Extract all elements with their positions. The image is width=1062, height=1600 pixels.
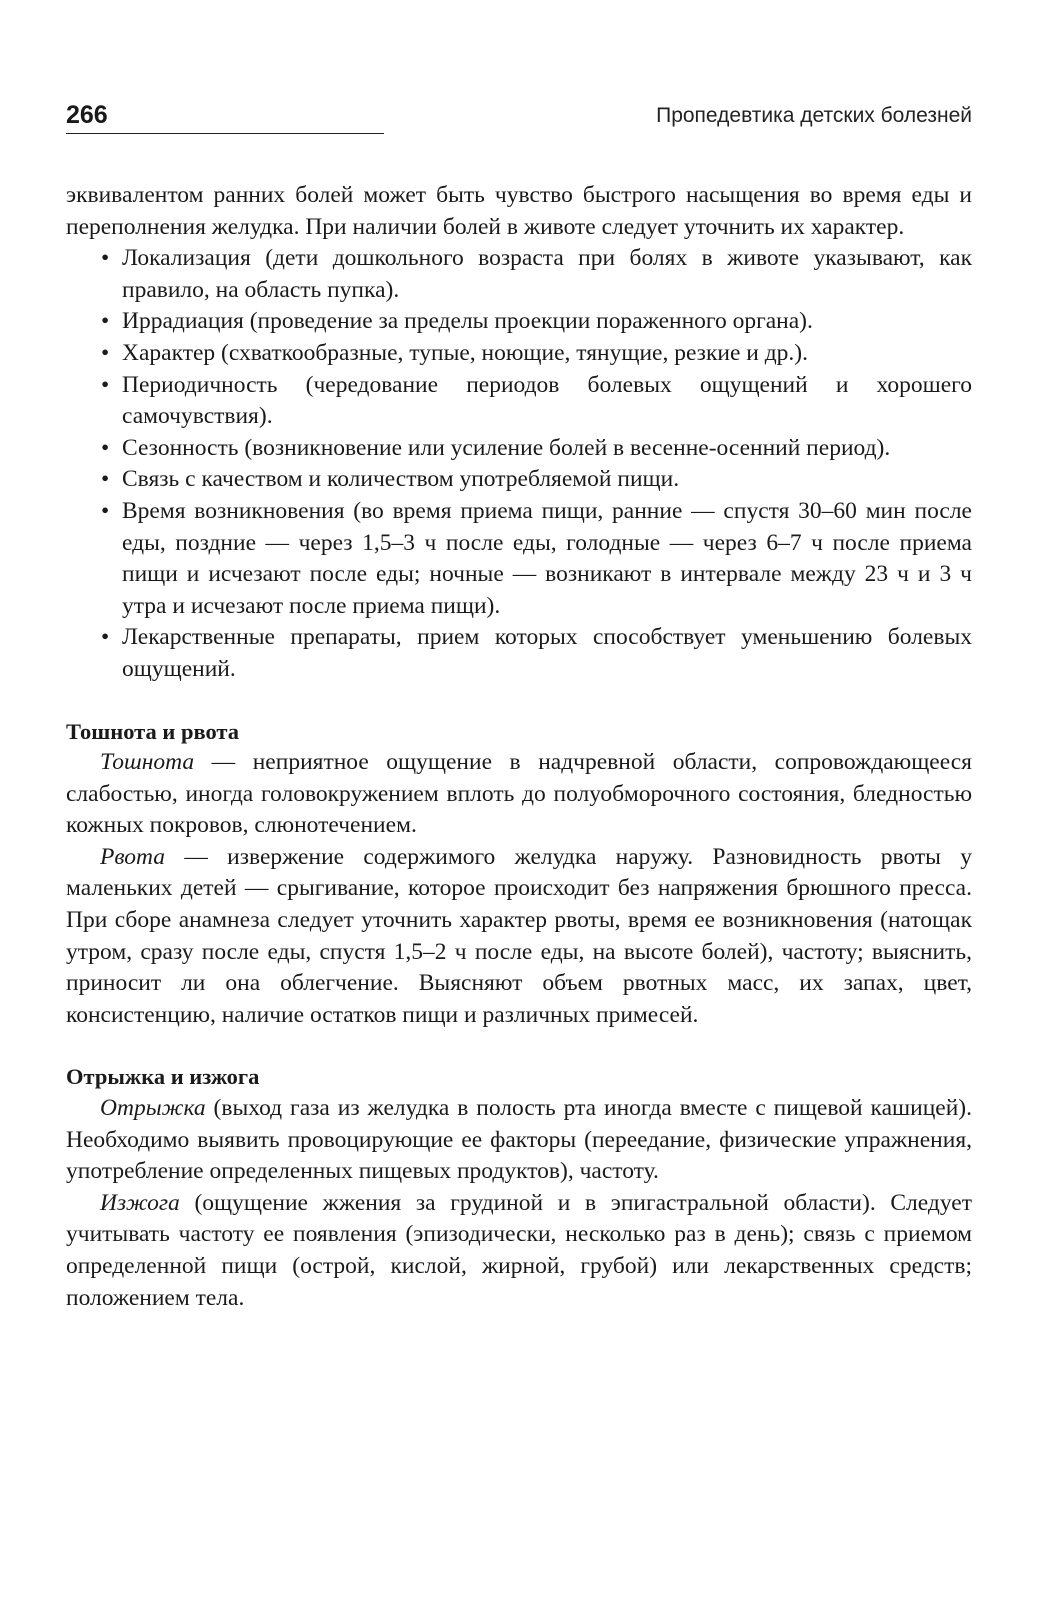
section-heading-nausea: Тошнота и рвота [66,718,239,744]
running-head [66,98,972,138]
pain-characteristics-list [66,243,972,685]
list-item [66,306,972,338]
list-item-text: Сезонность (возникновение или усиление болей в весенне-осенний период). [122,434,891,461]
heartburn-definition: (ощущение жжения за грудиной и в эпигастральной области). Следует учитывать частоту ее появления (эпизодически, несколько раз в день); связь с приемом определенной пищи (острой, кислой, жирной, грубой) или лекарственных средств; положением тела. [66,1189,972,1311]
nausea-paragraph [66,747,972,842]
list-item [66,370,972,433]
bullet-icon: • [101,245,110,272]
list-item [66,622,972,685]
list-item [66,496,972,622]
header-rule [66,133,384,134]
list-item-text: Характер (схваткообразные, тупые, ноющие, тянущие, резкие и др.). [122,339,808,366]
body-text [66,180,972,1314]
belching-paragraph [66,1093,972,1188]
list-item [66,243,972,306]
heartburn-paragraph [66,1188,972,1314]
list-item [66,464,972,496]
bullet-icon: • [101,624,110,651]
bullet-icon: • [101,434,110,461]
list-item [66,433,972,465]
list-item-text: Периодичность (чередование периодов болевых ощущений и хорошего самочувствия). [122,371,972,430]
list-item-text: Время возникновения (во время приема пищи, ранние — спустя 30–60 мин после еды, поздние — через 1,5–3 ч после еды, голодные — через 6–7 ч после приема пищи и исчезают после еды; ночные — возникают в интервале между 23 ч и 3 ч утра и исчезают после приема пищи). [122,497,972,619]
list-item-text: Локализация (дети дошкольного возраста при болях в животе указывают, как правило, на область пупка). [122,245,972,303]
list-item [66,338,972,370]
vomiting-definition: — извержение содержимого желудка наружу. Разновидность рвоты у маленьких детей — срыгивание, которое происходит без напряжения брюшного пресса. При сборе анамнеза следует уточнить характер рвоты, время ее возникновения (натощак утром, сразу после еды, спустя 1,5–2 ч после еды, на высоте болей), частоту; выяснить, приносит ли она облегчение. Выясняют объем рвотных масс, их запах, цвет, консистенцию, наличие остатков пищи и различных примесей. [66,843,972,1028]
term-belching: Отрыжка [100,1095,206,1122]
intro-paragraph: эквивалентом ранних болей может быть чувство быстрого насыщения во время еды и переполнения желудка. При наличии болей в животе следует уточнить их характер. [66,182,972,240]
vomiting-paragraph [66,842,972,1032]
list-item-text: Связь с качеством и количеством употребляемой пищи. [122,466,680,493]
bullet-icon: • [101,466,110,493]
nausea-definition: — неприятное ощущение в надчревной области, сопровождающееся слабостью, иногда головокружением вплоть до полуобморочного состояния, бледностью кожных покровов, слюнотечением. [66,749,972,839]
bullet-icon: • [101,371,110,398]
running-title: Пропедевтика детских болезней [656,104,972,127]
term-nausea: Тошнота [100,749,195,776]
term-heartburn: Изжога [100,1189,180,1216]
book-page [66,0,972,1600]
section-heading-belching: Отрыжка и изжога [66,1064,260,1090]
bullet-icon: • [101,308,110,335]
bullet-icon: • [101,497,110,524]
belching-definition: (выход газа из желудка в полость рта иногда вместе с пищевой кашицей). Необходимо выявить провоцирующие ее факторы (переедание, физические упражнения, употребление определенных пищевых продуктов), частоту. [66,1095,972,1185]
list-item-text: Лекарственные препараты, прием которых способствует уменьшению болевых ощущений. [122,624,972,682]
page-number: 266 [66,101,108,129]
list-item-text: Иррадиация (проведение за пределы проекции пораженного органа). [122,308,813,335]
term-vomiting: Рвота [100,843,166,870]
bullet-icon: • [101,339,110,366]
